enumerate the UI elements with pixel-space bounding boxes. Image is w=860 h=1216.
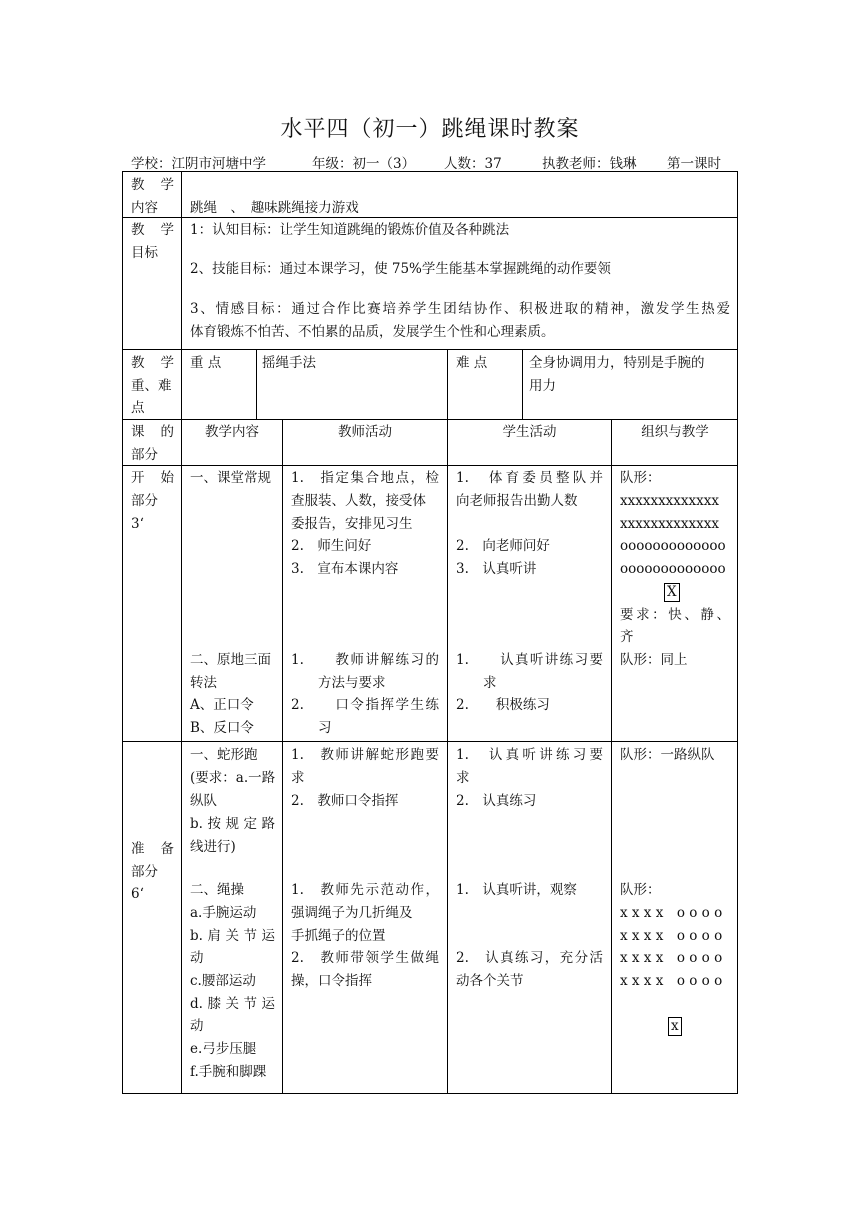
- teaching-content-text: 跳绳 、 趣味跳绳接力游戏: [190, 200, 359, 216]
- text-line: 二、原地三面: [190, 652, 271, 668]
- formation-snake-run: 队形：一路纵队: [620, 747, 715, 763]
- text-line: xxxxxxxxxxxxx: [620, 493, 719, 509]
- text-line: 3. 宣布本课内容: [291, 561, 399, 577]
- lesson-info: 第一课时: [667, 156, 721, 172]
- text-line: 动: [190, 1018, 204, 1034]
- text-line: x x x x o o o o: [620, 973, 723, 989]
- text-line: a.手腕运动: [190, 905, 257, 921]
- row-label-key-points: 点: [131, 400, 145, 416]
- header-student-activity: 学生活动: [502, 424, 557, 440]
- text-line: 1. 体育委员整队并: [456, 470, 603, 486]
- text-line: 二、绳操: [190, 882, 244, 898]
- text-line: 1. 教师讲解蛇形跑要: [291, 747, 439, 763]
- text-line: b.按规定路: [190, 816, 275, 832]
- row-label-key-points: 重、难: [131, 378, 172, 394]
- text-line: 动: [190, 950, 204, 966]
- header-content: 教学内容: [205, 424, 259, 440]
- text-line: x x x x o o o o: [620, 928, 723, 944]
- header-teacher-activity: 教师活动: [338, 424, 392, 440]
- difficult-point-text: 全身协调用力，特别是手腕的: [529, 355, 705, 371]
- row-label-goals: 教 学: [131, 222, 174, 238]
- text-line: 习: [291, 720, 332, 736]
- table-rule: [282, 419, 283, 1094]
- text-line: 1. 教师先示范动作，: [291, 882, 439, 898]
- table-rule: [447, 419, 448, 1094]
- goal-skill: 2、技能目标：通过本课学习，使 75%学生能基本掌握跳绳的动作要领: [190, 261, 611, 277]
- difficult-point-label: 难 点: [456, 355, 488, 371]
- text-line: 求: [456, 675, 497, 691]
- table-rule: [256, 349, 257, 419]
- header-organization: 组织与教学: [641, 424, 709, 440]
- table-rule: [522, 349, 523, 419]
- table-rule: [122, 349, 738, 350]
- text-line: (要求：a.一路: [190, 770, 276, 786]
- text-line: 操，口令指挥: [291, 973, 372, 989]
- text-line: 强调绳子为几折绳及: [291, 905, 413, 921]
- content-routine: 一、课堂常规: [190, 470, 271, 486]
- page-title: 水平四（初一）跳绳课时教案: [280, 117, 580, 142]
- text-line: x x x x o o o o: [620, 950, 723, 966]
- table-rule: [447, 349, 448, 419]
- text-line: 2. 教师带领学生做绳: [291, 950, 439, 966]
- goal-emotion: 体育锻炼不怕苦、不怕累的品质，发展学生个性和心理素质。: [190, 324, 555, 340]
- text-line: 转法: [190, 675, 217, 691]
- text-line: 1. 认真听讲练习要: [456, 652, 603, 668]
- row-label-goals: 目标: [131, 245, 158, 261]
- key-point-text: 摇绳手法: [262, 355, 316, 371]
- text-line: 线进行): [190, 839, 236, 855]
- text-line: 向老师报告出勤人数: [456, 493, 578, 509]
- table-rule: [181, 171, 182, 1094]
- text-line: xxxxxxxxxxxxx: [620, 516, 719, 532]
- text-line: 2. 向老师问好: [456, 538, 550, 554]
- text-line: 1. 认真听讲练习要: [456, 747, 603, 763]
- text-line: 队形：: [620, 882, 661, 898]
- text-line: 1. 指定集合地点，检: [291, 470, 439, 486]
- text-line: x x x x o o o o: [620, 905, 723, 921]
- text-line: e.弓步压腿: [190, 1041, 257, 1057]
- text-line: 1. 教师讲解练习的: [291, 652, 439, 668]
- part-label-preparation: 部分: [131, 864, 158, 880]
- table-rule: [611, 419, 612, 1094]
- text-line: 2. 积极练习: [456, 697, 550, 713]
- text-line: 2. 口令指挥学生练: [291, 697, 439, 713]
- grade-info: 年级：初一（3）: [312, 156, 416, 172]
- school-info: 学校：江阴市河塘中学: [131, 156, 266, 172]
- text-line: 求: [456, 770, 470, 786]
- text-line: 队形：: [620, 470, 661, 486]
- text-line: 2. 师生问好: [291, 538, 372, 554]
- text-line: 纵队: [190, 793, 217, 809]
- part-label-preparation: 6‘: [131, 886, 144, 902]
- text-line: 3. 认真听讲: [456, 561, 537, 577]
- text-line: d.膝关节运: [190, 996, 275, 1012]
- text-line: ooooooooooooo: [620, 561, 726, 577]
- text-line: 方法与要求: [291, 675, 386, 691]
- table-rule: [122, 419, 738, 420]
- part-label-opening: 3‘: [131, 516, 144, 532]
- header-part: 部分: [131, 447, 158, 463]
- text-line: A、正口令: [190, 697, 254, 713]
- text-line: 求: [291, 770, 305, 786]
- row-label-key-points: 教 学: [131, 355, 174, 371]
- row-label-content: 教 学: [131, 177, 174, 193]
- goal-cognitive: 1：认知目标：让学生知道跳绳的锻炼价值及各种跳法: [190, 222, 510, 238]
- teacher-position-mark: x: [668, 1017, 682, 1036]
- text-line: b.肩关节运: [190, 928, 275, 944]
- table-rule: [122, 741, 738, 742]
- text-line: 委报告，安排见习生: [291, 516, 413, 532]
- student-count-info: 人数：37: [444, 156, 502, 172]
- part-label-preparation: 准 备: [131, 841, 174, 857]
- text-line: 动各个关节: [456, 973, 524, 989]
- text-line: 一、蛇形跑: [190, 747, 258, 763]
- part-label-opening: 开 始: [131, 470, 174, 486]
- text-line: 齐: [620, 629, 634, 645]
- text-line: 查服装、人数，接受体: [291, 493, 426, 509]
- text-line: 1. 认真听讲，观察: [456, 882, 577, 898]
- goal-emotion: 3、情感目标：通过合作比赛培养学生团结协作、积极进取的精神，激发学生热爱: [190, 301, 730, 317]
- part-label-opening: 部分: [131, 493, 158, 509]
- difficult-point-text: 用力: [529, 378, 556, 394]
- teacher-position-mark: X: [664, 583, 680, 602]
- teacher-info: 执教老师：钱琳: [542, 156, 637, 172]
- formation-facing-drill: 队形：同上: [620, 652, 688, 668]
- header-part: 课 的: [131, 424, 174, 440]
- key-point-label: 重 点: [190, 355, 222, 371]
- text-line: 2. 认真练习: [456, 793, 537, 809]
- table-rule: [122, 465, 738, 466]
- text-line: 2. 教师口令指挥: [291, 793, 399, 809]
- text-line: B、反口令: [190, 720, 254, 736]
- text-line: c.腰部运动: [190, 973, 256, 989]
- text-line: 2. 认真练习，充分活: [456, 950, 603, 966]
- text-line: ooooooooooooo: [620, 538, 726, 554]
- text-line: 要求：快、静、: [620, 607, 730, 623]
- text-line: f.手腕和脚踝: [190, 1064, 267, 1080]
- text-line: 手抓绳子的位置: [291, 928, 386, 944]
- row-label-content: 内容: [131, 200, 158, 216]
